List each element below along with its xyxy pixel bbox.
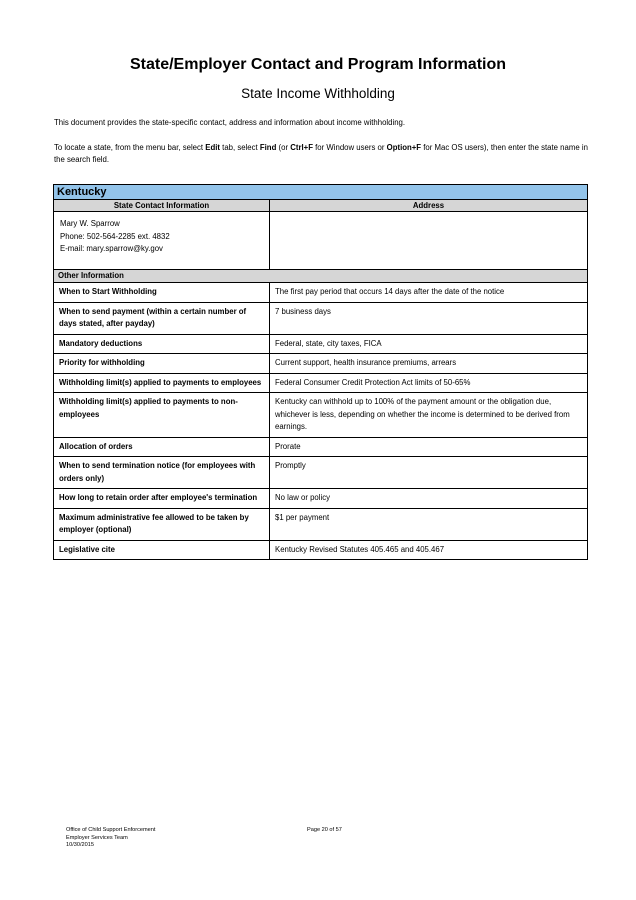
contact-email[interactable]: E-mail: mary.sparrow@ky.gov (60, 244, 163, 253)
table-row (54, 437, 588, 457)
ctrl-f-keyword: Ctrl+F (290, 143, 313, 152)
table-row (54, 334, 588, 354)
row-label: When to Start Withholding (54, 283, 270, 303)
contact-column-header: State Contact Information (54, 200, 270, 212)
table-row (54, 393, 588, 438)
address-cell (270, 212, 588, 270)
table-row (54, 302, 588, 334)
contact-cell (54, 212, 270, 270)
row-value: Current support, health insurance premiums, arrears (270, 354, 588, 374)
instructions-text: for Window users or (312, 143, 387, 152)
footer-date: 10/30/2015 (66, 842, 94, 848)
row-value: 7 business days (270, 302, 588, 334)
row-value: Federal, state, city taxes, FICA (270, 334, 588, 354)
state-name-header: Kentucky (54, 185, 588, 200)
instructions-text: To locate a state, from the menu bar, select (54, 143, 206, 152)
edit-keyword: Edit (205, 143, 220, 152)
row-label: Priority for withholding (54, 354, 270, 374)
contact-name: Mary W. Sparrow (60, 219, 120, 228)
row-label: Withholding limit(s) applied to payments to non-employees (54, 393, 270, 438)
table-row (54, 457, 588, 489)
row-value: Kentucky Revised Statutes 405.465 and 405.467 (270, 540, 588, 560)
instructions-text: tab, select (220, 143, 260, 152)
row-label: When to send termination notice (for employees with orders only) (54, 457, 270, 489)
table-row (54, 283, 588, 303)
table-row (54, 373, 588, 393)
state-info-table (53, 184, 588, 560)
row-label: Legislative cite (54, 540, 270, 560)
instructions-text: (or (276, 143, 291, 152)
row-value: Prorate (270, 437, 588, 457)
table-row (54, 354, 588, 374)
row-label: How long to retain order after employee's termination (54, 489, 270, 509)
address-column-header: Address (270, 200, 588, 212)
row-label: Withholding limit(s) applied to payments to employees (54, 373, 270, 393)
table-row (54, 508, 588, 540)
footer-office: Office of Child Support Enforcement (66, 827, 156, 833)
row-value: No law or policy (270, 489, 588, 509)
row-value: Federal Consumer Credit Protection Act limits of 50-65% (270, 373, 588, 393)
instructions-paragraph (54, 142, 594, 166)
footer-team: Employer Services Team (66, 834, 128, 841)
contact-phone: Phone: 502-564-2285 ext. 4832 (60, 231, 170, 241)
row-label: Maximum administrative fee allowed to be taken by employer (optional) (54, 508, 270, 540)
row-label: Allocation of orders (54, 437, 270, 457)
page-number: Page 20 of 57 (307, 827, 342, 833)
row-value: Kentucky can withhold up to 100% of the payment amount or the obligation due, whichever is less, depending on whether the income is determined to be derived from earnings. (270, 393, 588, 438)
table-row (54, 540, 588, 560)
page-subtitle: State Income Withholding (241, 86, 395, 101)
row-label: When to send payment (within a certain number of days stated, after payday) (54, 302, 270, 334)
instructions-text: for Mac OS users), then enter the state name in the search field. (54, 143, 588, 164)
option-f-keyword: Option+F (386, 143, 422, 152)
row-value: The first pay period that occurs 14 days after the date of the notice (270, 283, 588, 303)
find-keyword: Find (259, 143, 277, 152)
page-title: State/Employer Contact and Program Information (129, 56, 507, 73)
other-info-header: Other Information (54, 270, 588, 283)
row-label: Mandatory deductions (54, 334, 270, 354)
intro-paragraph: This document provides the state-specific contact, address and information about income withholding. (54, 118, 406, 127)
footer-left (66, 827, 155, 850)
row-value: $1 per payment (270, 508, 588, 540)
row-value: Promptly (270, 457, 588, 489)
table-row (54, 489, 588, 509)
